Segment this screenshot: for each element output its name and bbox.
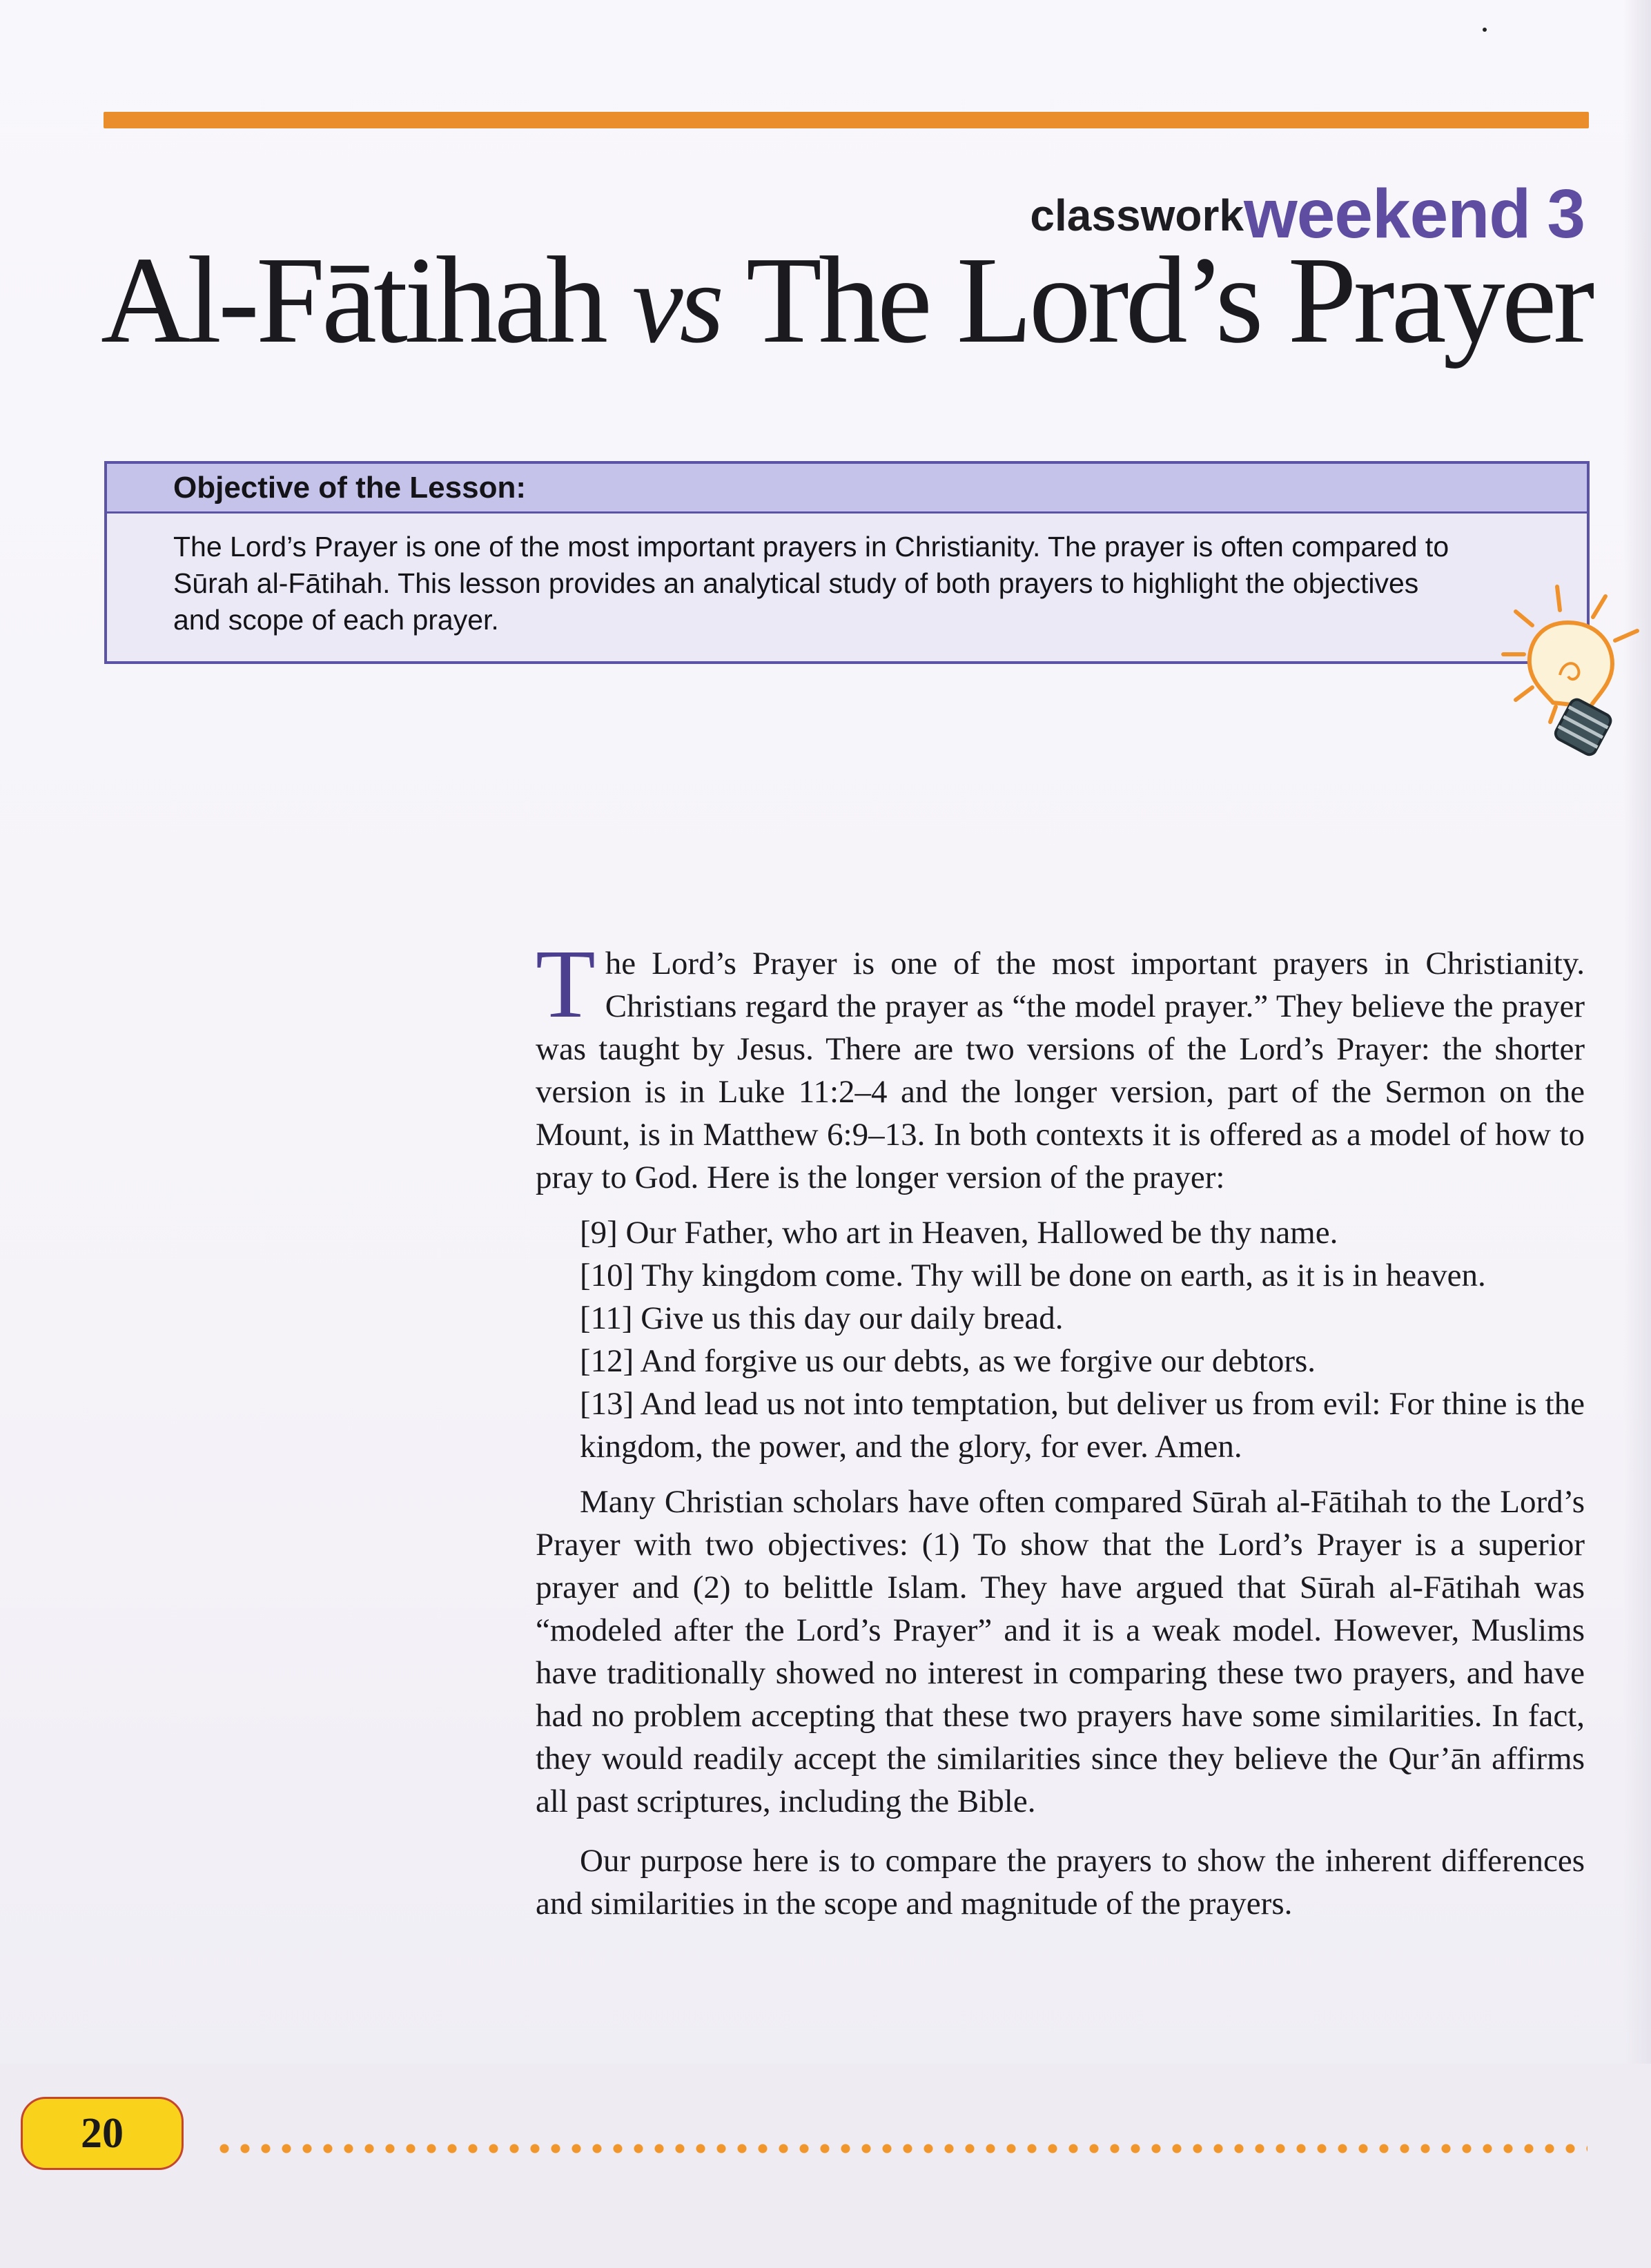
objective-box xyxy=(104,461,1590,664)
objective-line: Sūrah al-Fātihah. This lesson provides an analytical study of both prayers to highlight the objectives xyxy=(173,567,1419,599)
page-edge-shadow xyxy=(1623,0,1651,2268)
paragraph-purpose: Our purpose here is to compare the prayers to show the inherent differences and similarities in the scope and magnitude of the prayers. xyxy=(536,1843,1585,1922)
paragraph-scholars: Many Christian scholars have often compared Sūrah al-Fātihah to the Lord’s Prayer with two objectives: (1) To show that the Lord’s Prayer is a superior prayer and (2) to belittle Islam. They have argued that Sūrah al-Fātihah was “modeled after the Lord’s Prayer” and it is a weak model. However, Muslims have traditionally showed no interest in comparing these two prayers, and have had no problem accepting that these two prayers have some similarities. In fact, they would readily accept the similarities since they believe the Qur’ān affirms all past scriptures, including the Bible. xyxy=(536,1484,1585,1819)
footer-dotted-rule xyxy=(214,2142,1588,2155)
dust-speck xyxy=(1483,28,1487,32)
article-body xyxy=(536,929,1585,1925)
page-title xyxy=(101,231,1592,369)
prayer-verses xyxy=(580,1211,1585,1468)
verse-line: [11] Give us this day our daily bread. xyxy=(580,1300,1064,1336)
verse-line: [13] And lead us not into temptation, but deliver us from evil: For thine is the kingdom, the power, and the glory, for ever. Amen. xyxy=(580,1386,1585,1465)
title-part-1: Al-Fātihah xyxy=(101,231,632,369)
page-number: 20 xyxy=(21,2097,184,2170)
header-rule xyxy=(104,112,1589,128)
verse-line: [10] Thy kingdom come. Thy will be done on earth, as it is in heaven. xyxy=(580,1258,1486,1293)
weekend-number: 3 xyxy=(1547,175,1585,253)
classwork-label: classwork xyxy=(1030,190,1244,240)
verse-line: [9] Our Father, who art in Heaven, Hallowed be thy name. xyxy=(580,1215,1338,1251)
title-vs: vs xyxy=(632,239,721,366)
title-part-2: The Lord’s Prayer xyxy=(721,231,1592,369)
verse-line: [12] And forgive us our debts, as we forgive our debtors. xyxy=(580,1343,1316,1379)
intro-text: he Lord’s Prayer is one of the most important prayers in Christianity. Christians regard the prayer as “the model prayer.” They believe the prayer was taught by Jesus. There are two versions of the Lord’s Prayer: the shorter version is in Luke 11:2–4 and the longer version, part of the Sermon on the Mount, is in Matthew 6:9–13. In both contexts it is offered as a model of how to pray to God. Here is the longer version of the prayer: xyxy=(536,946,1585,1195)
objective-line: and scope of each prayer. xyxy=(173,604,499,636)
weekend-label: weekend xyxy=(1243,175,1531,253)
objective-body xyxy=(107,514,1587,638)
drop-cap: T xyxy=(536,929,596,1038)
lightbulb-icon xyxy=(1496,571,1651,772)
intro-paragraph xyxy=(536,929,1585,1199)
objective-heading: Objective of the Lesson: xyxy=(107,464,1587,514)
objective-line: The Lord’s Prayer is one of the most important prayers in Christianity. The prayer is often compared to xyxy=(173,531,1449,563)
footer-band xyxy=(0,2064,1651,2268)
